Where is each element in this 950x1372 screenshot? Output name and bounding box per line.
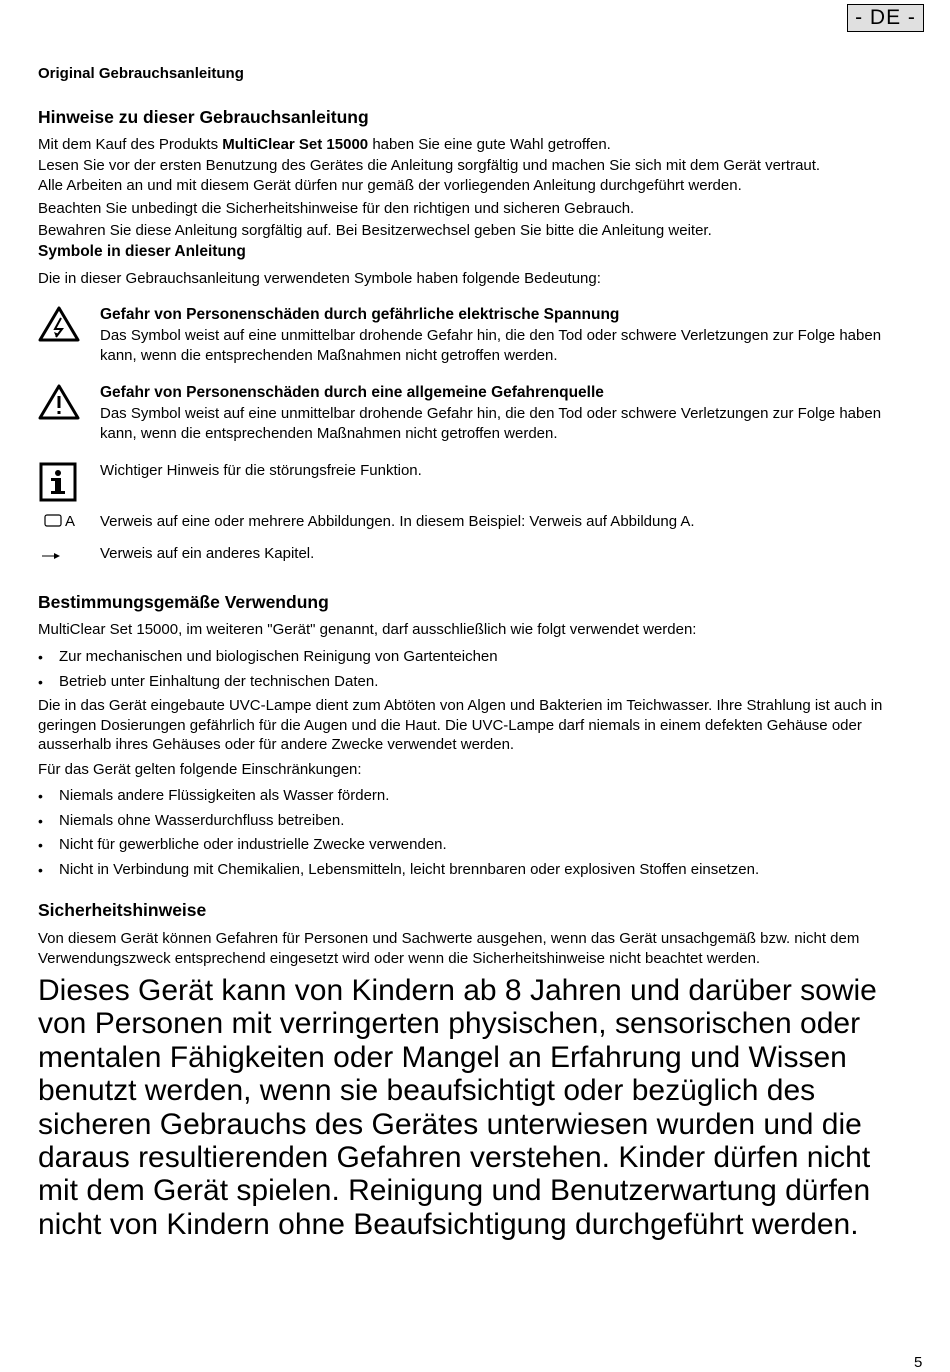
list-item: • Nicht für gewerbliche oder industrielle Zwecke verwenden.: [38, 833, 759, 858]
electric-hazard-text: Das Symbol weist auf eine unmittelbar drohende Gefahr hin, die den Tod oder schwere Verletzungen zur Folge haben kann, wenn die entsprechenden Maßnahmen nicht getroffen werden.: [100, 327, 882, 364]
safety-heading: Sicherheitshinweise: [38, 900, 207, 920]
list-item: • Betrieb unter Einhaltung der technischen Daten.: [38, 670, 498, 695]
symbols-intro: Die in dieser Gebrauchsanleitung verwendeten Symbole haben folgende Bedeutung:: [38, 270, 601, 287]
symbol-chapter-row: [38, 544, 918, 564]
restrictions-list: [38, 784, 759, 882]
notes-heading: Hinweise zu dieser Gebrauchsanleitung: [38, 107, 369, 127]
notes-line-5: Bewahren Sie diese Anleitung sorgfältig auf. Bei Besitzerwechsel geben Sie bitte die Anleitung weiter.: [38, 222, 712, 239]
list-item: • Niemals ohne Wasserdurchfluss betreiben.: [38, 809, 759, 834]
electric-hazard-icon: [38, 305, 80, 347]
symbol-electric-row: [38, 305, 918, 365]
restrictions-intro: Für das Gerät gelten folgende Einschränkungen:: [38, 761, 362, 778]
children-notice: Dieses Gerät kann von Kindern ab 8 Jahren und darüber sowie von Personen mit verringerten physischen, sensorischen oder mentalen Fähigkeiten oder Mangel an Erfahrung und Wissen benutzt werden, wenn sie beaufsichtigt oder bezüglich des sicheren Gebrauchs des Gerätes unterwiesen wurden und die daraus resultierenden Gefahren verstehen. Kinder dürfen nicht mit dem Gerät spielen. Reinigung und Benutzerwartung dürfen nicht von Kindern ohne Beaufsichtigung durchgeführt werden.: [38, 974, 877, 1241]
intended-use-heading: Bestimmungsgemäße Verwendung: [38, 592, 329, 612]
figure-reference-label: A: [65, 513, 76, 530]
notes-line-4: Beachten Sie unbedingt die Sicherheitshinweise für den richtigen und sicheren Gebrauch.: [38, 199, 635, 217]
notes-paragraph: [38, 135, 938, 242]
symbol-figure-row: [38, 512, 918, 532]
document-kind: Original Gebrauchsanleitung: [38, 65, 244, 82]
notes-line-3: Alle Arbeiten an und mit diesem Gerät dürfen nur gemäß der vorliegenden Anleitung durchgeführt werden.: [38, 177, 742, 194]
symbols-heading: Symbole in dieser Anleitung: [38, 243, 246, 260]
notes-line-2: Lesen Sie vor der ersten Benutzung des Gerätes die Anleitung sorgfältig und machen Sie sich mit dem Gerät vertraut.: [38, 156, 821, 174]
arrow-right-icon: [41, 549, 61, 566]
safety-paragraph: Von diesem Gerät können Gefahren für Personen und Sachwerte ausgehen, wenn das Gerät unsachgemäß bzw. nicht dem Verwendungszweck entsprechend eingesetzt wird oder wenn die Sicherheitshinweise nicht beachtet werden.: [38, 930, 860, 967]
list-item: • Zur mechanischen und biologischen Reinigung von Gartenteichen: [38, 645, 498, 670]
notes-line-1: Mit dem Kauf des Produkts MultiClear Set 15000 haben Sie eine gute Wahl getroffen.: [38, 136, 611, 153]
figure-reference-text: Verweis auf eine oder mehrere Abbildungen. In diesem Beispiel: Verweis auf Abbildung A.: [100, 513, 695, 530]
language-tag: - DE -: [847, 4, 924, 32]
list-item: • Nicht in Verbindung mit Chemikalien, Lebensmitteln, leicht brennbaren oder explosiven Stoffen einsetzen.: [38, 858, 759, 883]
figure-reference-icon: [44, 514, 62, 532]
general-hazard-icon: [38, 383, 80, 425]
page-number: 5: [914, 1354, 923, 1371]
product-name: MultiClear Set 15000: [222, 136, 369, 153]
general-hazard-title: Gefahr von Personenschäden durch eine allgemeine Gefahrenquelle: [100, 384, 604, 401]
uvc-lamp-paragraph: Die in das Gerät eingebaute UVC-Lampe dient zum Abtöten von Algen und Bakterien im Teichwasser. Ihre Strahlung ist auch in geringen Dosierungen gefährlich für die Augen und die Haut. Die UVC-Lampe darf niemals in einem defekten Gehäuse oder ausserhalb ihres Gehäuses oder für andere Zwecke verwendet werden.: [38, 697, 883, 753]
intended-use-list: [38, 645, 498, 694]
chapter-reference-text: Verweis auf ein anderes Kapitel.: [100, 545, 315, 562]
general-hazard-text: Das Symbol weist auf eine unmittelbar drohende Gefahr hin, die den Tod oder schwere Verletzungen zur Folge haben kann, wenn die entsprechenden Maßnahmen nicht getroffen werden.: [100, 405, 882, 442]
symbol-general-row: [38, 383, 918, 443]
electric-hazard-title: Gefahr von Personenschäden durch gefährliche elektrische Spannung: [100, 306, 620, 323]
symbol-info-row: [38, 461, 918, 501]
info-icon: [39, 462, 77, 506]
list-item: • Niemals andere Flüssigkeiten als Wasser fördern.: [38, 784, 759, 809]
intended-use-intro: MultiClear Set 15000, im weiteren "Gerät" genannt, darf ausschließlich wie folgt verwendet werden:: [38, 621, 697, 638]
info-text: Wichtiger Hinweis für die störungsfreie Funktion.: [100, 462, 422, 479]
